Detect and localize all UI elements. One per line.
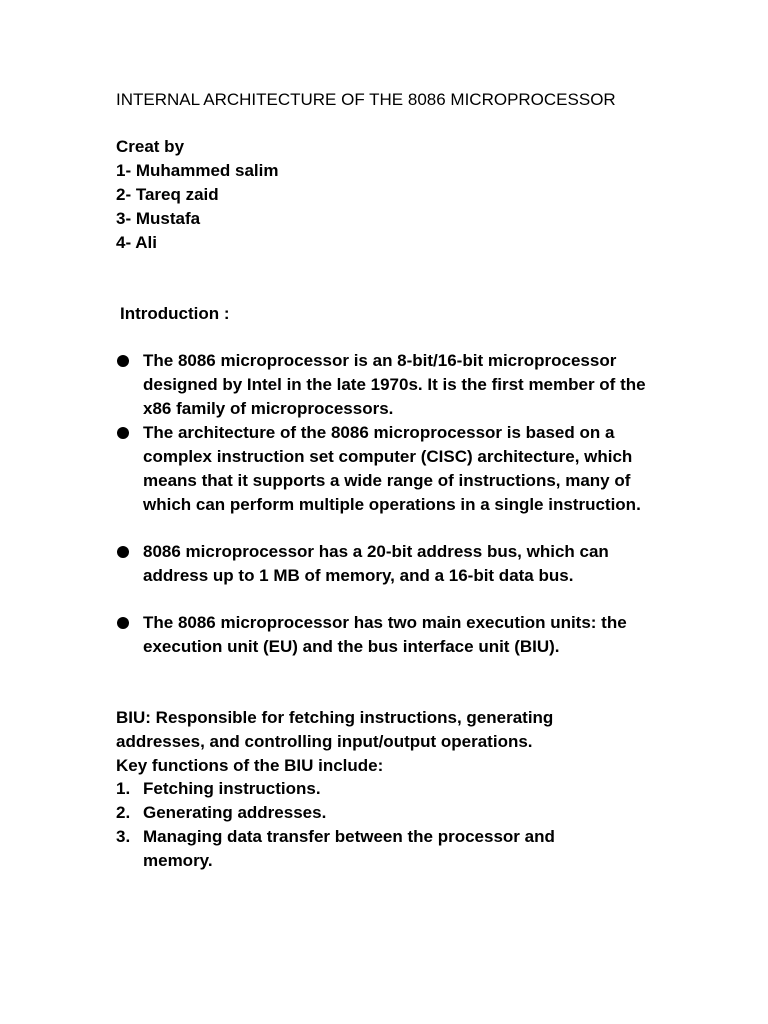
intro-heading: Introduction : (120, 304, 230, 323)
author-item: 2- Tareq zaid (116, 185, 219, 204)
numbered-text: Generating addresses. (143, 803, 327, 822)
list-number: 1. (116, 779, 131, 798)
bullet-icon (117, 427, 129, 439)
credits-label: Creat by (116, 137, 185, 156)
bullet-text: The architecture of the 8086 microprocessor is based on a complex instruction set computer (CISC) architecture, which means that it supports a wide range of instructions, many of which can perform multiple operations in a single instruction. (143, 423, 641, 514)
list-number: 3. (116, 827, 131, 846)
bullet-icon (117, 546, 129, 558)
author-item: 4- Ali (116, 233, 157, 252)
bullet-icon (117, 355, 129, 367)
biu-functions-label: Key functions of the BIU include: (116, 756, 384, 775)
bullet-text: The 8086 microprocessor has two main execution units: the execution unit (EU) and the bus interface unit (BIU). (143, 613, 627, 656)
document-title: INTERNAL ARCHITECTURE OF THE 8086 MICROPROCESSOR (116, 90, 616, 109)
numbered-text: Fetching instructions. (143, 779, 321, 798)
biu-description: BIU: Responsible for fetching instructions, generating addresses, and controlling input/output operations. (116, 708, 554, 751)
bullet-icon (117, 617, 129, 629)
bullet-text: The 8086 microprocessor is an 8-bit/16-bit microprocessor designed by Intel in the late 1970s. It is the first member of the x86 family of microprocessors. (143, 351, 646, 418)
list-number: 2. (116, 803, 131, 822)
bullet-text: 8086 microprocessor has a 20-bit address bus, which can address up to 1 MB of memory, and a 16-bit data bus. (143, 542, 609, 585)
author-item: 3- Mustafa (116, 209, 201, 228)
numbered-text: Managing data transfer between the processor and memory. (143, 827, 555, 870)
author-item: 1- Muhammed salim (116, 161, 279, 180)
